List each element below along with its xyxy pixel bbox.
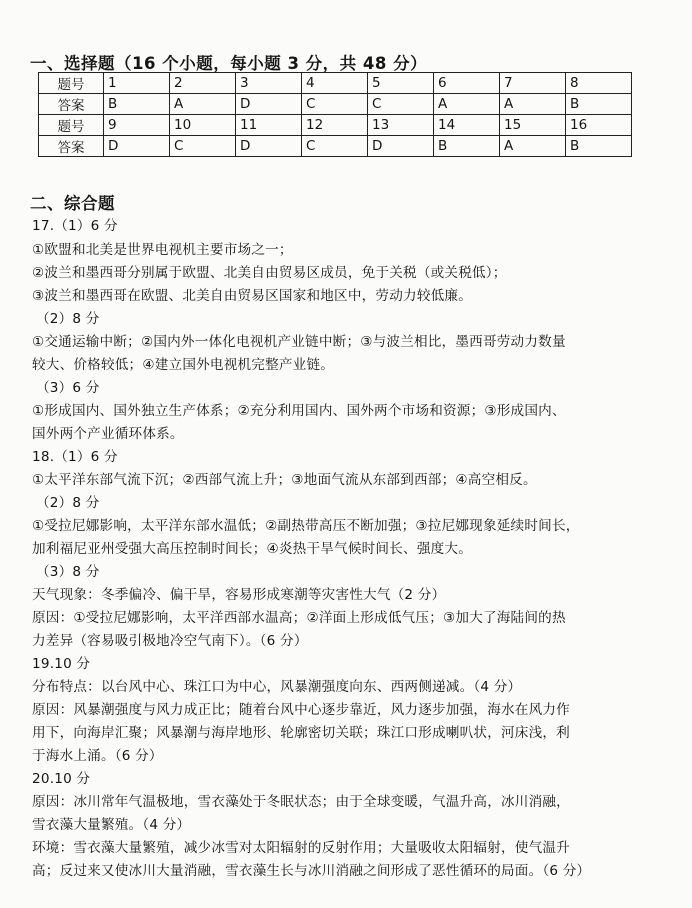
table-cell: 13: [368, 115, 434, 136]
answer-table-row: [39, 94, 632, 115]
row-label: 题号: [39, 73, 104, 94]
answer-table: [38, 72, 632, 157]
answer-line: ①交通运输中断；②国内外一体化电视机产业链中断；③与波兰相比，墨西哥劳动力数量: [32, 334, 566, 350]
table-cell: A: [500, 136, 566, 157]
table-cell: C: [368, 94, 434, 115]
answer-line: 雪衣藻大量繁殖。（4 分）: [32, 817, 191, 833]
answer-line: （2）8 分: [36, 311, 100, 327]
answer-line: 原因：风暴潮强度与风力成正比；随着台风中心逐步靠近，风力逐步加强，海水在风力作: [32, 702, 570, 718]
answer-line: 原因：①受拉尼娜影响，太平洋西部水温高；②洋面上形成低气压；③加大了海陆间的热: [32, 610, 566, 626]
answer-line: 高；反过来又使冰川大量消融，雪衣藻生长与冰川消融之间形成了恶性循环的局面。（6 分）: [32, 863, 591, 879]
answer-line: ①形成国内、国外独立生产体系；②充分利用国内、国外两个市场和资源；③形成国内、: [32, 403, 566, 419]
table-cell: 8: [566, 73, 632, 94]
answer-line: 原因：冰川常年气温极地，雪衣藻处于冬眠状态；由于全球变暖，气温升高，冰川消融，: [32, 794, 570, 810]
answer-table-row: [39, 73, 632, 94]
table-cell: D: [104, 136, 170, 157]
table-cell: B: [566, 94, 632, 115]
table-cell: 16: [566, 115, 632, 136]
answer-line: 较大、价格较低；④建立国外电视机完整产业链。: [32, 357, 335, 373]
table-cell: 1: [104, 73, 170, 94]
answer-table-row: [39, 136, 632, 157]
answer-line: 天气现象：冬季偏冷、偏干旱，容易形成寒潮等灾害性大气（2 分）: [32, 587, 446, 603]
table-cell: 3: [236, 73, 302, 94]
answer-line: ②波兰和墨西哥分别属于欧盟、北美自由贸易区成员，免于关税（或关税低）；: [32, 265, 507, 281]
table-cell: 11: [236, 115, 302, 136]
table-cell: 12: [302, 115, 368, 136]
table-cell: A: [434, 94, 500, 115]
table-cell: B: [434, 136, 500, 157]
table-cell: D: [368, 136, 434, 157]
table-cell: 5: [368, 73, 434, 94]
table-cell: C: [170, 136, 236, 157]
table-cell: A: [170, 94, 236, 115]
table-cell: 4: [302, 73, 368, 94]
table-cell: 10: [170, 115, 236, 136]
table-cell: 6: [434, 73, 500, 94]
table-cell: B: [104, 94, 170, 115]
answer-table-row: [39, 115, 632, 136]
table-cell: C: [302, 136, 368, 157]
answer-line: 19.10 分: [32, 656, 91, 672]
table-cell: D: [236, 136, 302, 157]
answer-line: 20.10 分: [32, 771, 91, 787]
answer-line: （3）8 分: [36, 564, 100, 580]
table-cell: A: [500, 94, 566, 115]
table-cell: 7: [500, 73, 566, 94]
table-cell: 14: [434, 115, 500, 136]
answer-line: 加利福尼亚州受强大高压控制时间长；④炎热干旱气候时间长、强度大。: [32, 541, 472, 557]
answer-line: 环境：雪衣藻大量繁殖，减少冰雪对太阳辐射的反射作用；大量吸收太阳辐射，使气温升: [32, 840, 570, 856]
answer-line: 18.（1）6 分: [32, 449, 118, 465]
row-label: 答案: [39, 136, 104, 157]
answer-line: 用下，向海岸汇聚；风暴潮与海岸地形、轮廓密切关联；珠江口形成喇叭状，河床浅，利: [32, 725, 570, 741]
answer-line: 分布特点：以台风中心、珠江口为中心，风暴潮强度向东、西两侧递减。（4 分）: [32, 679, 522, 695]
answer-line: 17.（1）6 分: [32, 218, 118, 234]
answer-line: ①受拉尼娜影响，太平洋东部水温低；②副热带高压不断加强；③拉尼娜现象延续时间长，: [32, 518, 580, 534]
answer-line: ③波兰和墨西哥在欧盟、北美自由贸易区国家和地区中，劳动力较低廉。: [32, 288, 472, 304]
table-cell: C: [302, 94, 368, 115]
answer-line: ①欧盟和北美是世界电视机主要市场之一；: [32, 242, 293, 258]
table-cell: D: [236, 94, 302, 115]
answer-line: 国外两个产业循环体系。: [32, 426, 184, 442]
answer-line: 力差异（容易吸引极地冷空气南下）。（6 分）: [32, 633, 308, 649]
row-label: 答案: [39, 94, 104, 115]
table-cell: 9: [104, 115, 170, 136]
table-cell: B: [566, 136, 632, 157]
section2-title: 二、综合题: [30, 194, 115, 213]
table-cell: 2: [170, 73, 236, 94]
row-label: 题号: [39, 115, 104, 136]
answer-line: ①太平洋东部气流下沉；②西部气流上升；③地面气流从东部到西部；④高空相反。: [32, 472, 537, 488]
answer-line: （2）8 分: [36, 495, 100, 511]
section1-title: 一、选择题（16 个小题，每小题 3 分，共 48 分）: [30, 54, 428, 73]
table-cell: 15: [500, 115, 566, 136]
answer-line: （3）6 分: [36, 380, 100, 396]
answer-line: 于海水上涌。（6 分）: [32, 748, 163, 764]
